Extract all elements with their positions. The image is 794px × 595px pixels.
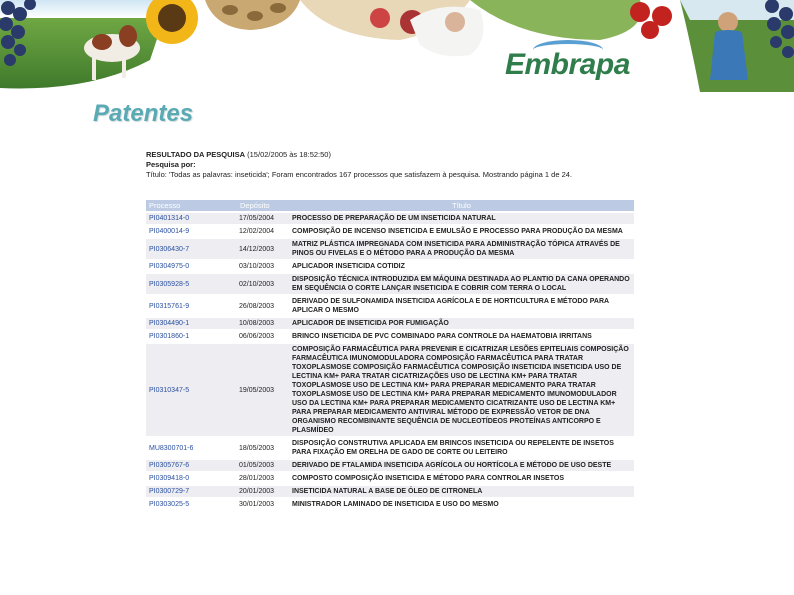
table-row[interactable] [146, 239, 634, 259]
search-timestamp: (15/02/2005 às 18:52:50) [247, 150, 331, 159]
cell-processo[interactable]: PI0309418-0 [146, 473, 237, 484]
cell-titulo: MINISTRADOR LAMINADO DE INSETICIDA E USO DO MESMO [289, 499, 634, 510]
cell-deposito: 19/05/2003 [237, 344, 289, 436]
search-heading: RESULTADO DA PESQUISA [146, 150, 246, 159]
search-results-document [146, 150, 634, 512]
table-row[interactable] [146, 296, 634, 316]
embrapa-logo: Embrapa [505, 48, 630, 82]
cell-deposito: 12/02/2004 [237, 226, 289, 237]
table-row[interactable] [146, 261, 634, 272]
cell-deposito: 18/05/2003 [237, 438, 289, 458]
search-meta [146, 150, 634, 180]
table-row[interactable] [146, 213, 634, 224]
column-header-deposito[interactable]: Depósito [237, 200, 289, 211]
cell-processo[interactable]: PI0400014-9 [146, 226, 237, 237]
column-header-titulo[interactable]: Título [289, 200, 634, 211]
cell-processo[interactable]: MU8300701-6 [146, 438, 237, 458]
cell-processo[interactable]: PI0301860-1 [146, 331, 237, 342]
cell-titulo: COMPOSIÇÃO DE INCENSO INSETICIDA E EMULSÃO E PROCESSO PARA PRODUÇÃO DA MESMA [289, 226, 634, 237]
cell-processo[interactable]: PI0310347-5 [146, 344, 237, 436]
table-row[interactable] [146, 344, 634, 436]
table-row[interactable] [146, 318, 634, 329]
cell-titulo: BRINCO INSETICIDA DE PVC COMBINADO PARA CONTROLE DA HAEMATOBIA IRRITANS [289, 331, 634, 342]
cell-titulo: COMPOSIÇÃO FARMACÊUTICA PARA PREVENIR E CICATRIZAR LESÕES EPITELIAIS COMPOSIÇÃO FARMACÊUTICA IMUNOMODULADORA COMPOSIÇÃO FARMACÊUTICA PARA TRATAR TOXOPLASMOSE COMPOSIÇÃO FARMACÊUTICA COMPOSIÇÃO INSETICIDA INSETICIDA USO DE LECTINA KM+ PARA TRATAR CICATRIZAÇÕES USO DE LECTINA KM+ PARA TRATAR TOXOPLASMOSE USO DE LECTINA KM+ PARA PREPARAR MEDICAMENTO PARA TRATAR TOXOPLASMOSE USO DE LECTINA KM+ PARA PREPARAR MEDICAMENTO IMUNOMODULADOR USO DA LECTINA KM+ PARA PREPARAR MEDICAMENTO CICATRIZANTE USO DE LECTINA KM+ PARA PREPARAR MEDICAMENTO ANTIVIRAL MÉTODO DE EXPRESSÃO VETOR DE DNA ORGANISMO RECOMBINANTE SEQUÊNCIA DE NUCLEOTÍDEOS PROTEÍNAS ANTICORPO E PLASMÍDEO [289, 344, 634, 436]
cell-processo[interactable]: PI0303025-5 [146, 499, 237, 510]
search-heading-line [146, 150, 634, 160]
cell-titulo: APLICADOR DE INSETICIDA POR FUMIGAÇÃO [289, 318, 634, 329]
table-row[interactable] [146, 499, 634, 510]
cell-processo[interactable]: PI0315761-9 [146, 296, 237, 316]
table-row[interactable] [146, 486, 634, 497]
query-label: Pesquisa por: [146, 160, 196, 169]
cell-titulo: INSETICIDA NATURAL A BASE DE ÓLEO DE CITRONELA [289, 486, 634, 497]
cell-titulo: COMPOSTO COMPOSIÇÃO INSETICIDA E MÉTODO PARA CONTROLAR INSETOS [289, 473, 634, 484]
cell-deposito: 10/08/2003 [237, 318, 289, 329]
table-row[interactable] [146, 460, 634, 471]
cell-processo[interactable]: PI0300729-7 [146, 486, 237, 497]
cell-deposito: 01/05/2003 [237, 460, 289, 471]
cell-deposito: 26/08/2003 [237, 296, 289, 316]
cell-processo[interactable]: PI0305767-6 [146, 460, 237, 471]
cell-processo[interactable]: PI0305928-5 [146, 274, 237, 294]
cell-deposito: 06/06/2003 [237, 331, 289, 342]
cell-titulo: MATRIZ PLÁSTICA IMPREGNADA COM INSETICIDA PARA ADMINISTRAÇÃO TÓPICA ATRAVÉS DE PINOS OU FIVELAS E O MÉTODO PARA A PRODUÇÃO DA MESMA [289, 239, 634, 259]
header-banner [0, 0, 794, 92]
table-row[interactable] [146, 438, 634, 458]
results-table [146, 198, 634, 512]
table-row[interactable] [146, 331, 634, 342]
query-text: Título: 'Todas as palavras: inseticida'; Foram encontrados 167 processos que satisfazem à pesquisa. Mostrando página 1 de 24. [146, 170, 573, 179]
table-row[interactable] [146, 226, 634, 237]
cell-processo[interactable]: PI0401314-0 [146, 213, 237, 224]
cell-processo[interactable]: PI0304975-0 [146, 261, 237, 272]
column-header-processo[interactable]: Processo [146, 200, 237, 211]
cell-deposito: 28/01/2003 [237, 473, 289, 484]
cell-processo[interactable]: PI0304490-1 [146, 318, 237, 329]
table-header-row [146, 200, 634, 211]
cell-deposito: 20/01/2003 [237, 486, 289, 497]
cell-titulo: DERIVADO DE SULFONAMIDA INSETICIDA AGRÍCOLA E DE HORTICULTURA E MÉTODO PARA APLICAR O MESMO [289, 296, 634, 316]
page-title: Patentes [93, 100, 194, 127]
cell-titulo: DISPOSIÇÃO CONSTRUTIVA APLICADA EM BRINCOS INSETICIDA OU REPELENTE DE INSETOS PARA FIXAÇÃO EM ORELHA DE GADO DE CORTE OU LEITEIRO [289, 438, 634, 458]
cell-titulo: PROCESSO DE PREPARAÇÃO DE UM INSETICIDA NATURAL [289, 213, 634, 224]
header-photo-collage [0, 0, 794, 92]
cell-deposito: 02/10/2003 [237, 274, 289, 294]
cell-deposito: 03/10/2003 [237, 261, 289, 272]
cell-deposito: 30/01/2003 [237, 499, 289, 510]
logo-arc-icon [533, 40, 603, 60]
table-row[interactable] [146, 274, 634, 294]
cell-titulo: DISPOSIÇÃO TÉCNICA INTRODUZIDA EM MÁQUINA DESTINADA AO PLANTIO DA CANA OPERANDO EM SEQUÊNCIA O CORTE LANÇAR INSETICIDA E COBRIR COM TERRA O LOCAL [289, 274, 634, 294]
cell-titulo: APLICADOR INSETICIDA COTIDIZ [289, 261, 634, 272]
cell-deposito: 14/12/2003 [237, 239, 289, 259]
table-row[interactable] [146, 473, 634, 484]
cell-deposito: 17/05/2004 [237, 213, 289, 224]
cell-processo[interactable]: PI0306430-7 [146, 239, 237, 259]
cell-titulo: DERIVADO DE FTALAMIDA INSETICIDA AGRÍCOLA OU HORTÍCOLA E MÉTODO DE USO DESTE [289, 460, 634, 471]
